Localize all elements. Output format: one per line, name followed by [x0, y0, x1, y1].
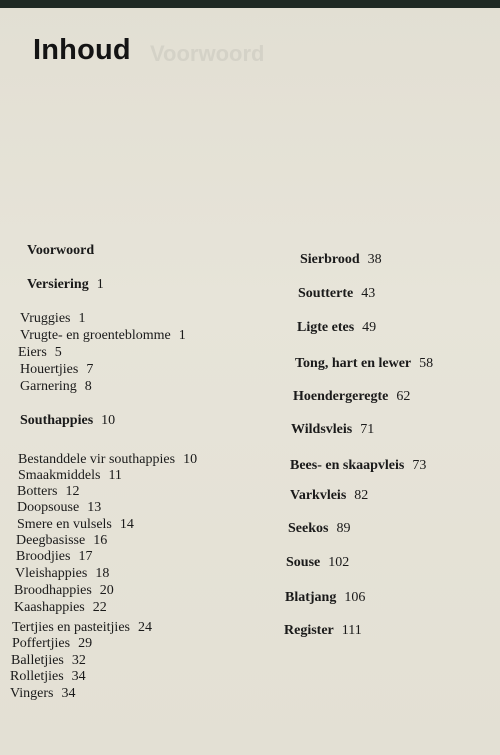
toc-left-entry — [10, 686, 75, 702]
entry-title: Souse — [286, 555, 321, 570]
toc-right-entry — [297, 320, 376, 336]
entry-page-number: 13 — [87, 500, 102, 515]
toc-right-entry — [290, 488, 368, 504]
toc-left-entry — [17, 517, 134, 533]
entry-title: Southappies — [20, 413, 94, 428]
entry-title: Wildsvleis — [291, 422, 353, 437]
entry-page-number: 1 — [178, 328, 186, 343]
entry-title: Ligte etes — [297, 320, 355, 335]
entry-title: Deegbasisse — [16, 533, 86, 548]
toc-left-entry — [15, 566, 109, 582]
toc-left-entry — [17, 484, 79, 500]
entry-title: Poffertjies — [12, 636, 71, 651]
entry-page-number: 22 — [92, 600, 107, 615]
entry-page-number: 7 — [86, 362, 94, 377]
entry-title: Seekos — [288, 521, 329, 536]
entry-title: Voorwoord — [27, 243, 95, 258]
page-top-edge — [0, 0, 500, 8]
toc-left-entry — [12, 636, 92, 652]
entry-page-number: 111 — [341, 623, 362, 638]
toc-left-entry — [16, 549, 92, 565]
entry-page-number: 20 — [99, 583, 114, 598]
toc-left-entry — [11, 653, 86, 669]
entry-page-number: 11 — [108, 468, 122, 483]
entry-page-number: 12 — [65, 484, 80, 499]
toc-right-entry — [285, 590, 365, 606]
entry-title: Varkvleis — [290, 488, 347, 503]
entry-title: Broodjies — [16, 549, 71, 564]
toc-right-entry — [286, 555, 349, 571]
toc-left-entry — [27, 243, 94, 259]
entry-page-number: 32 — [71, 653, 86, 668]
toc-left-entry — [18, 468, 122, 484]
entry-page-number: 29 — [78, 636, 93, 651]
entry-title: Tertjies en pasteitjies — [12, 620, 130, 635]
entry-page-number: 10 — [101, 413, 116, 428]
entry-page-number: 34 — [61, 686, 76, 701]
entry-page-number: 73 — [412, 458, 427, 473]
entry-page-number: 106 — [344, 590, 366, 605]
entry-page-number: 5 — [54, 345, 62, 360]
toc-left-entry — [20, 413, 115, 429]
entry-page-number: 89 — [336, 521, 351, 536]
page-title: Inhoud — [33, 34, 131, 66]
entry-title: Bees- en skaapvleis — [290, 458, 405, 473]
toc-right-entry — [291, 422, 374, 438]
entry-page-number: 16 — [93, 533, 108, 548]
entry-title: Smere en vulsels — [17, 517, 112, 532]
entry-page-number: 1 — [78, 311, 86, 326]
entry-page-number: 82 — [354, 488, 369, 503]
toc-left-entry — [27, 277, 104, 293]
entry-page-number: 10 — [183, 452, 198, 467]
toc-right-entry — [300, 252, 382, 268]
toc-left-entry — [17, 500, 101, 516]
entry-page-number: 24 — [137, 620, 152, 635]
toc-left-entry — [14, 583, 114, 599]
entry-page-number: 38 — [367, 252, 382, 267]
entry-title: Hoendergeregte — [293, 389, 389, 404]
toc-left-entry — [10, 669, 86, 685]
toc-left-entry — [14, 600, 107, 616]
entry-title: Botters — [17, 484, 58, 499]
entry-page-number: 14 — [119, 517, 134, 532]
toc-left-entry — [20, 311, 85, 327]
toc-left-entry — [18, 345, 62, 361]
entry-page-number: 58 — [419, 356, 434, 371]
entry-page-number: 49 — [362, 320, 377, 335]
entry-title: Kaashappies — [14, 600, 85, 615]
toc-left-entry — [20, 362, 93, 378]
entry-page-number: 62 — [396, 389, 411, 404]
entry-page-number: 8 — [84, 379, 92, 394]
entry-page-number: 1 — [96, 277, 104, 292]
entry-page-number: 18 — [95, 566, 110, 581]
toc-right-entry — [295, 356, 433, 372]
entry-page-number: 43 — [361, 286, 376, 301]
entry-title: Smaakmiddels — [18, 468, 101, 483]
entry-title: Register — [284, 623, 334, 638]
toc-right-entry — [298, 286, 375, 302]
entry-page-number: 102 — [328, 555, 350, 570]
entry-title: Tong, hart en lewer — [295, 356, 412, 371]
toc-right-entry — [290, 458, 426, 474]
toc-left-entry — [16, 533, 107, 549]
entry-title: Balletjies — [11, 653, 64, 668]
entry-title: Vingers — [10, 686, 54, 701]
toc-right-entry — [293, 389, 410, 405]
entry-title: Vruggies — [20, 311, 71, 326]
entry-title: Bestanddele vir southappies — [18, 452, 176, 467]
entry-page-number: 34 — [71, 669, 86, 684]
entry-title: Eiers — [18, 345, 47, 360]
toc-left-entry — [20, 379, 92, 395]
entry-title: Broodhappies — [14, 583, 92, 598]
entry-title: Versiering — [27, 277, 89, 292]
entry-title: Blatjang — [285, 590, 337, 605]
entry-page-number: 71 — [360, 422, 375, 437]
show-through-heading: Voorwoord — [150, 41, 265, 66]
entry-page-number: 17 — [78, 549, 93, 564]
entry-title: Soutterte — [298, 286, 354, 301]
entry-title: Rolletjies — [10, 669, 64, 684]
entry-title: Houertjies — [20, 362, 79, 377]
toc-left-entry — [20, 328, 186, 344]
toc-left-entry — [12, 620, 152, 636]
entry-title: Doopsouse — [17, 500, 80, 515]
toc-left-entry — [18, 452, 197, 468]
entry-title: Garnering — [20, 379, 77, 394]
toc-right-entry — [288, 521, 350, 537]
entry-title: Vleishappies — [15, 566, 88, 581]
entry-title: Vrugte- en groenteblomme — [20, 328, 171, 343]
entry-title: Sierbrood — [300, 252, 360, 267]
toc-right-entry — [284, 623, 362, 639]
